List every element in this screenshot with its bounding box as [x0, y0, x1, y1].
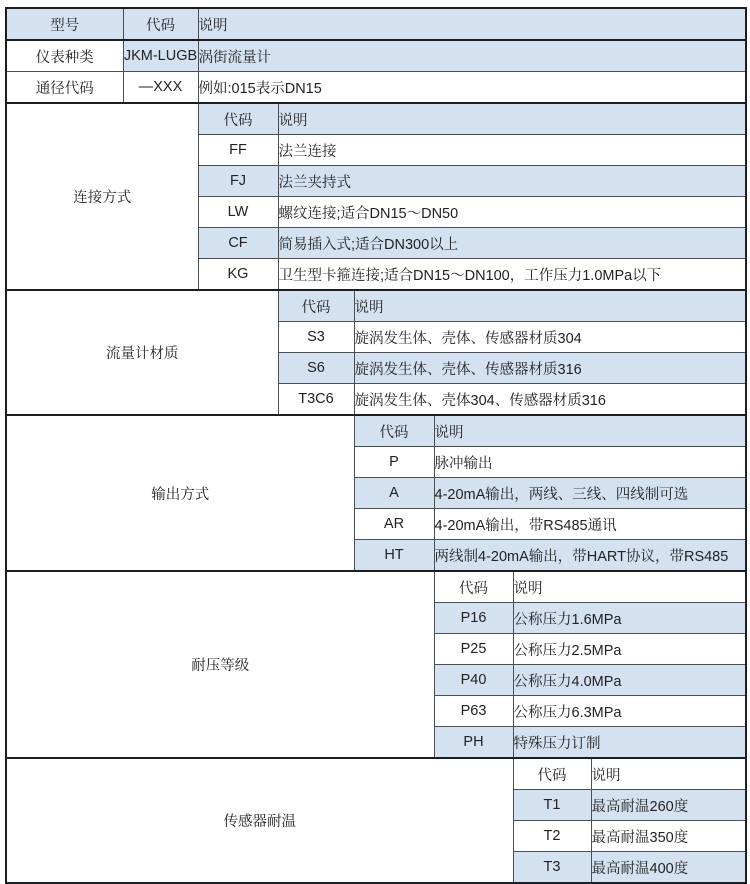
output-row-code: A — [354, 478, 434, 509]
pressure-desc-header: 说明 — [513, 571, 746, 603]
temperature-section-label: 传感器耐温 — [6, 758, 513, 883]
temperature-row-code: T3 — [513, 852, 591, 884]
connection-row-desc: 螺纹连接;适合DN15～DN50 — [278, 197, 746, 228]
output-row-code: P — [354, 447, 434, 478]
material-row-code: S3 — [278, 322, 354, 353]
header-code-cell: 代码 — [123, 8, 198, 40]
temperature-row-code: T1 — [513, 790, 591, 821]
model-selection-table — [5, 7, 747, 884]
output-code-header: 代码 — [354, 415, 434, 447]
connection-row-code: LW — [198, 197, 278, 228]
header-desc-cell: 说明 — [198, 8, 746, 40]
pressure-row-code: PH — [434, 727, 513, 759]
temperature-row-desc: 最高耐温350度 — [591, 821, 746, 852]
output-row-desc: 4-20mA输出，两线、三线、四线制可选 — [434, 478, 746, 509]
pressure-row-code: P40 — [434, 665, 513, 696]
instrument-type-desc: 涡街流量计 — [198, 40, 746, 72]
pressure-row-code: P16 — [434, 603, 513, 634]
connection-row-desc: 法兰连接 — [278, 135, 746, 166]
diameter-code-desc: 例如:015表示DN15 — [198, 72, 746, 104]
output-row-code: AR — [354, 509, 434, 540]
temperature-section-header-row — [6, 758, 746, 790]
temperature-row-desc: 最高耐温400度 — [591, 852, 746, 884]
output-row-desc: 脉冲输出 — [434, 447, 746, 478]
connection-row-desc: 简易插入式;适合DN300以上 — [278, 228, 746, 259]
instrument-type-row — [6, 40, 746, 72]
output-row-code: HT — [354, 540, 434, 572]
connection-section-header-row — [6, 103, 746, 135]
pressure-row-desc: 公称压力1.6MPa — [513, 603, 746, 634]
material-section-label: 流量计材质 — [6, 290, 278, 415]
diameter-code-label: 通径代码 — [6, 72, 123, 104]
pressure-row-desc: 公称压力2.5MPa — [513, 634, 746, 665]
instrument-type-label: 仪表种类 — [6, 40, 123, 72]
connection-desc-header: 说明 — [278, 103, 746, 135]
pressure-row-desc: 特殊压力订制 — [513, 727, 746, 759]
output-row-desc: 4-20mA输出，带RS485通讯 — [434, 509, 746, 540]
header-model-cell: 型号 — [6, 8, 123, 40]
output-desc-header: 说明 — [434, 415, 746, 447]
temperature-row-code: T2 — [513, 821, 591, 852]
connection-row-code: FF — [198, 135, 278, 166]
material-row-code: S6 — [278, 353, 354, 384]
temperature-row-desc: 最高耐温260度 — [591, 790, 746, 821]
temperature-desc-header: 说明 — [591, 758, 746, 790]
connection-row-code: CF — [198, 228, 278, 259]
pressure-row-code: P25 — [434, 634, 513, 665]
material-row-desc: 旋涡发生体、壳体304、传感器材质316 — [354, 384, 746, 416]
connection-section-label: 连接方式 — [6, 103, 198, 290]
connection-row-code: KG — [198, 259, 278, 291]
diameter-code-row — [6, 72, 746, 104]
material-code-header: 代码 — [278, 290, 354, 322]
pressure-row-code: P63 — [434, 696, 513, 727]
connection-row-desc: 卫生型卡箍连接;适合DN15～DN100，工作压力1.0MPa以下 — [278, 259, 746, 291]
temperature-code-header: 代码 — [513, 758, 591, 790]
pressure-row-desc: 公称压力4.0MPa — [513, 665, 746, 696]
pressure-section-header-row — [6, 571, 746, 603]
connection-row-code: FJ — [198, 166, 278, 197]
instrument-type-code: JKM-LUGB — [123, 40, 198, 72]
material-section-header-row — [6, 290, 746, 322]
output-row-desc: 两线制4-20mA输出，带HART协议，带RS485 — [434, 540, 746, 572]
diameter-code-code: —XXX — [123, 72, 198, 104]
material-row-code: T3C6 — [278, 384, 354, 416]
output-section-header-row — [6, 415, 746, 447]
output-section-label: 输出方式 — [6, 415, 354, 571]
pressure-row-desc: 公称压力6.3MPa — [513, 696, 746, 727]
pressure-section-label: 耐压等级 — [6, 571, 434, 758]
material-desc-header: 说明 — [354, 290, 746, 322]
material-row-desc: 旋涡发生体、壳体、传感器材质316 — [354, 353, 746, 384]
table-header-row — [6, 8, 746, 40]
pressure-code-header: 代码 — [434, 571, 513, 603]
material-row-desc: 旋涡发生体、壳体、传感器材质304 — [354, 322, 746, 353]
connection-code-header: 代码 — [198, 103, 278, 135]
connection-row-desc: 法兰夹持式 — [278, 166, 746, 197]
